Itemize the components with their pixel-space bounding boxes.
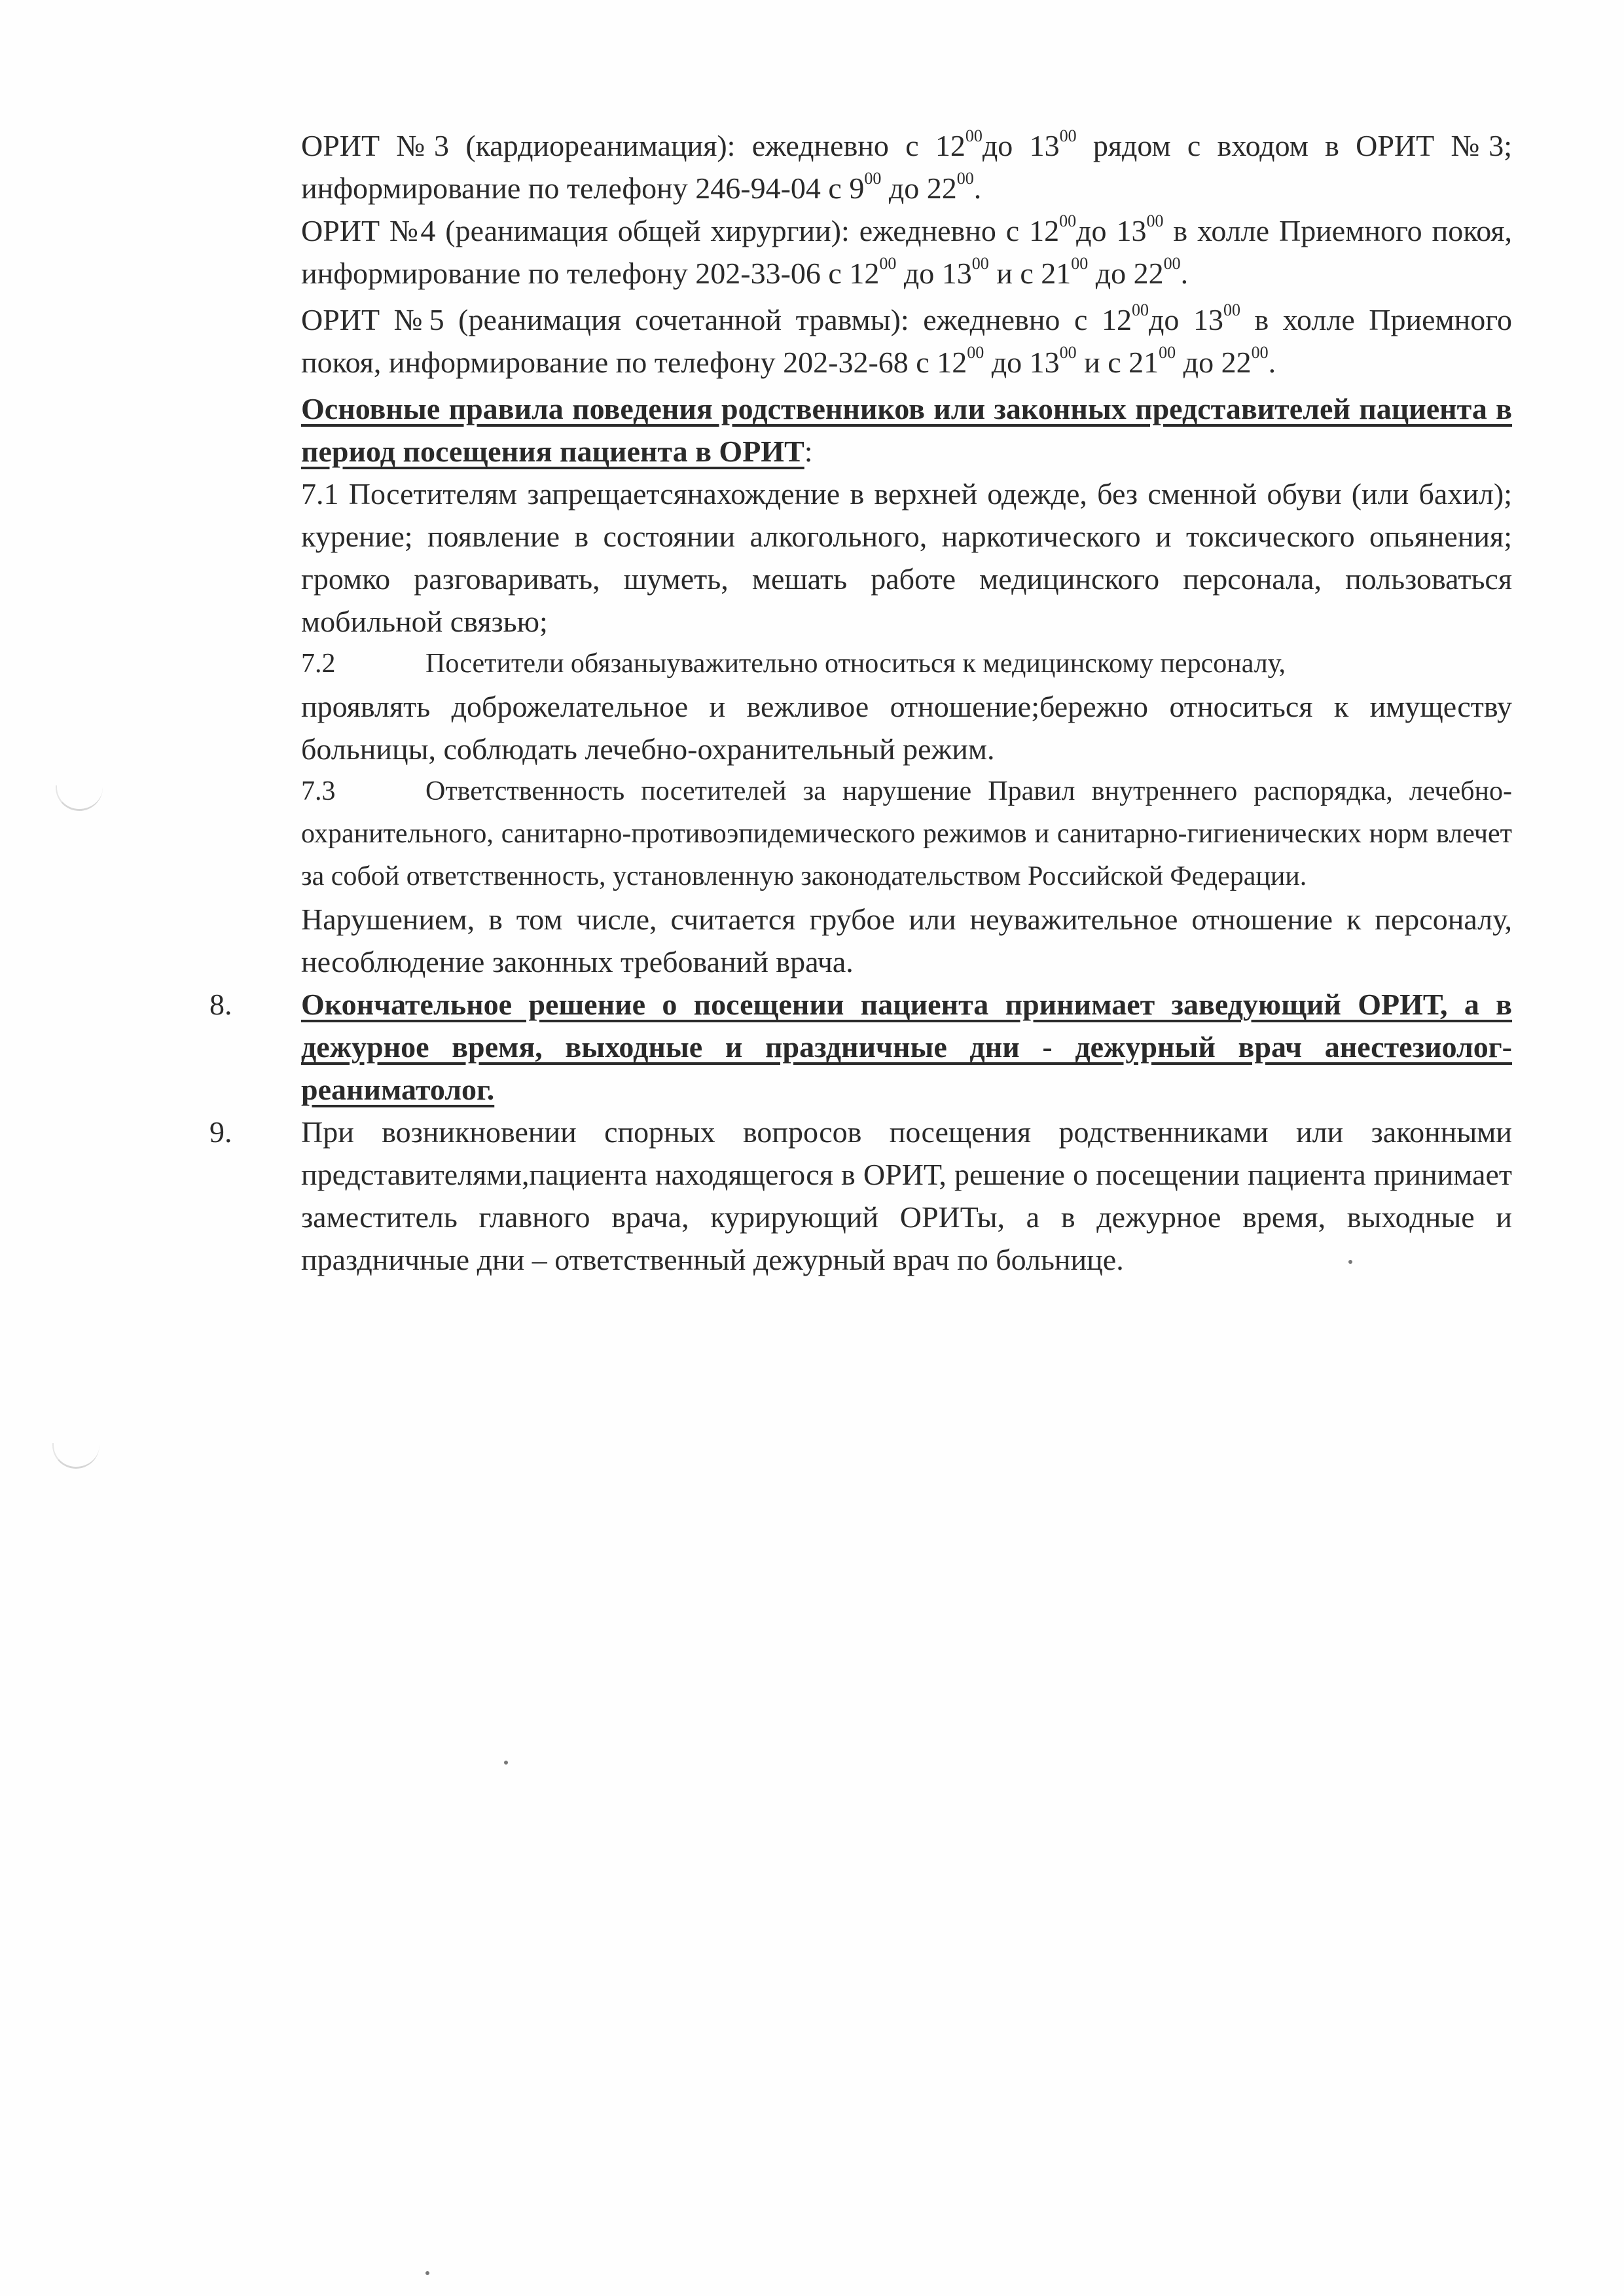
time: 12 [1101,303,1132,336]
text: и с [988,257,1041,290]
text: . [973,171,982,205]
time-sup: 00 [1071,254,1089,273]
text: и с [1076,346,1129,379]
rule-7-3 [301,770,1512,898]
item-8-text: Окончательное решение о посещении пациента принимает заведующий ОРИТ, а в дежурное время, выходные и праздничные дни - дежурный врач анестезиолог-реаниматолог. [301,988,1512,1106]
text: . [1180,257,1189,290]
time-sup: 00 [1131,300,1149,319]
rule-7-1: 7.1 Посетителям запрещаетсянахождение в верхней одежде, без сменной обуви (или бахил); курение; появление в состоянии алкогольного, наркотического и токсического опьянения; громко разговаривать, шуметь, мешать работе медицинского персонала, пользоваться мобильной связью; [301,477,1512,638]
text: ОРИТ №4 (реанимация общей хирургии): ежедневно с [301,214,1030,247]
time: 22 [926,171,957,205]
time: 22 [1133,257,1164,290]
time-sup: 00 [1251,343,1269,362]
time-sup: 00 [1146,211,1164,230]
rules-heading-text: Основные правила поведения родственников или законных представителей пациента в период посещения пациента в ОРИТ [301,392,1512,468]
item-number: 9. [209,1115,232,1149]
time-sup: 00 [967,343,984,362]
item-number: 8. [209,988,232,1021]
text: ОРИТ №5 (реанимация сочетанной травмы): ежедневно с [301,303,1102,336]
time: 13 [1029,129,1060,162]
text: до [1148,303,1193,336]
time: 21 [1128,346,1159,379]
time-sup: 00 [1163,254,1181,273]
text: ОРИТ №3 (кардиореанимация): ежедневно с [301,129,935,162]
time: 13 [1193,303,1223,336]
rule-text: Ответственность посетителей за нарушение Правил внутреннего распорядка, лечебно-охранительного, санитарно-противоэпидемического режимов и санитарно-гигиенических норм влечет за собой ответственность, установленную законодательством Российской Федерации. [301,776,1512,891]
text: до [896,257,942,290]
item-9 [209,1111,1512,1281]
scan-speck [425,2271,429,2275]
punch-hole-mark [52,1443,99,1469]
time-sup: 00 [864,169,882,188]
time: 9 [849,171,865,205]
text: в холле Приемного покоя, информирование по телефону 202-33-06 с [301,214,1513,290]
scan-speck [504,1761,508,1765]
time: 22 [1221,346,1252,379]
text: в холле Приемного покоя, информирование по телефону 202-32-68 с [301,303,1513,379]
time-sup: 00 [879,254,897,273]
item-9-text: При возникновении спорных вопросов посещения родственниками или законными представителями,пациента находящегося в ОРИТ, решение о посещении пациента принимает заместитель главного врача, курирующий ОРИТы, а в дежурное время, выходные и праздничные дни – ответственный дежурный врач по больнице. [301,1115,1512,1276]
time-sup: 00 [1159,343,1176,362]
time-sup: 00 [1059,211,1077,230]
orit-5-schedule [301,298,1512,384]
time: 12 [937,346,967,379]
rule-7-2-continued: проявлять доброжелательное и вежливое отношение;бережно относиться к имуществу больницы, соблюдать лечебно-охранительный режим. [301,690,1512,766]
text: рядом с входом в ОРИТ №3; информирование по телефону 246-94-04 с [301,129,1512,205]
punch-hole-mark [56,785,103,811]
time: 13 [1116,214,1147,247]
rule-number: 7.2 [301,649,336,679]
text: до [881,171,927,205]
time: 12 [935,129,965,162]
time: 21 [1041,257,1072,290]
time: 13 [941,257,972,290]
orit-4-schedule [301,209,1512,295]
time-sup: 00 [1223,300,1240,319]
text: до [982,129,1030,162]
time-sup: 00 [965,126,983,145]
text: до [1088,257,1134,290]
time-sup: 00 [1059,126,1077,145]
text: . [1268,346,1276,379]
time-sup: 00 [971,254,989,273]
text: до [984,346,1030,379]
text: до [1176,346,1221,379]
time: 12 [849,257,880,290]
document-body [209,124,1513,1281]
orit-3-schedule [301,124,1512,209]
rules-heading [301,387,1512,473]
text: до [1076,214,1117,247]
rule-7-2 [301,643,1512,685]
item-8 [209,983,1512,1111]
time: 12 [1029,214,1060,247]
rule-text-first: Посетители обязаныуважительно относиться к медицинскому персоналу, [425,649,1286,679]
rule-number: 7.3 [301,776,336,806]
colon: : [804,435,813,468]
time-sup: 00 [956,169,974,188]
violation-note: Нарушением, в том числе, считается грубое или неуважительное отношение к персоналу, несоблюдение законных требований врача. [301,903,1512,978]
time-sup: 00 [1059,343,1077,362]
time: 13 [1029,346,1060,379]
